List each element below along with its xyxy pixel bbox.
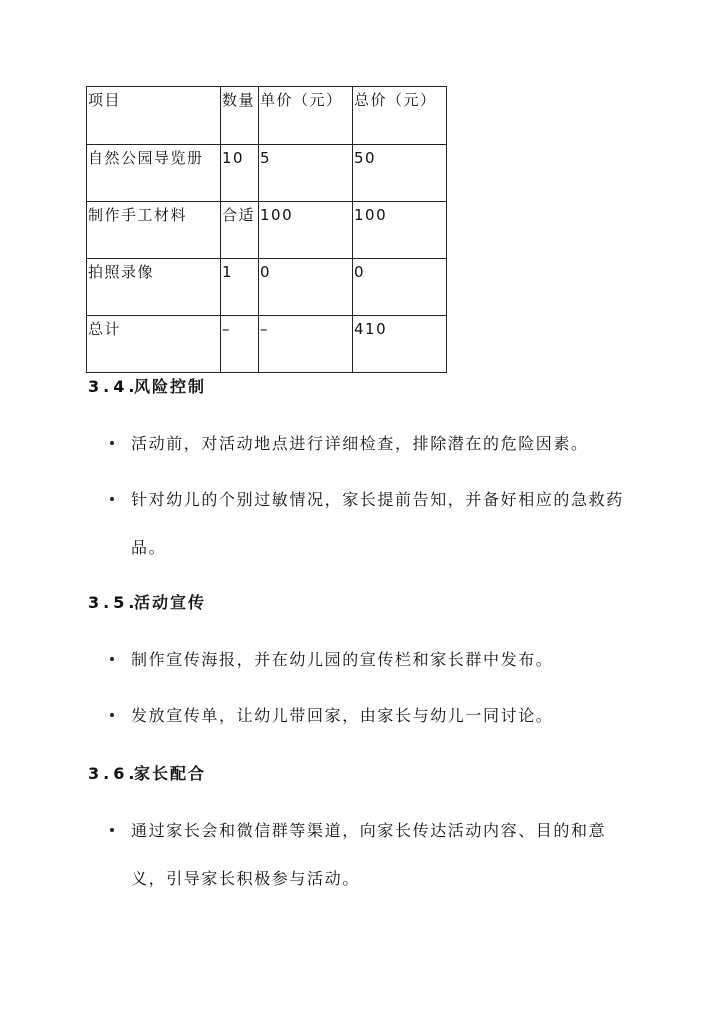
section-title: 风险控制 bbox=[134, 377, 207, 396]
table-row bbox=[87, 259, 447, 316]
list-item: 制作宣传海报，并在幼儿园的宣传栏和家长群中发布。 bbox=[110, 636, 630, 684]
header-cell-unit-price: 单价（元） bbox=[259, 87, 353, 145]
table-cell: 合适 bbox=[221, 202, 259, 259]
table-row bbox=[87, 145, 447, 202]
bullet-dot-icon bbox=[110, 497, 114, 501]
table-cell: 0 bbox=[353, 259, 447, 316]
table-cell: 总计 bbox=[87, 316, 221, 373]
bullet-dot-icon bbox=[110, 828, 114, 832]
table-cell: 10 bbox=[221, 145, 259, 202]
section-heading-risk-control bbox=[88, 374, 206, 397]
table-cell: – bbox=[259, 316, 353, 373]
list-item: 发放宣传单，让幼儿带回家，由家长与幼儿一同讨论。 bbox=[110, 692, 630, 740]
table-cell: 自然公园导览册 bbox=[87, 145, 221, 202]
section-heading-parent-cooperation bbox=[88, 761, 206, 784]
table-cell: 1 bbox=[221, 259, 259, 316]
table-cell: 410 bbox=[353, 316, 447, 373]
list-item: 活动前，对活动地点进行详细检查，排除潜在的危险因素。 bbox=[110, 420, 630, 468]
cost-table bbox=[86, 86, 447, 373]
table-cell: – bbox=[221, 316, 259, 373]
table-cell: 5 bbox=[259, 145, 353, 202]
table-cell: 50 bbox=[353, 145, 447, 202]
list-item: 通过家长会和微信群等渠道，向家长传达活动内容、目的和意义，引导家长积极参与活动。 bbox=[110, 807, 630, 903]
bullet-dot-icon bbox=[110, 657, 114, 661]
table-row-total bbox=[87, 316, 447, 373]
section-number: 3.5. bbox=[88, 593, 139, 612]
section-number: 3.6. bbox=[88, 764, 139, 783]
table-cell: 0 bbox=[259, 259, 353, 316]
section-title: 活动宣传 bbox=[134, 593, 207, 612]
section-heading-promotion bbox=[88, 590, 206, 613]
header-cell-quantity: 数量 bbox=[221, 87, 259, 145]
table-cell: 100 bbox=[353, 202, 447, 259]
section-title: 家长配合 bbox=[134, 764, 207, 783]
header-cell-item: 项目 bbox=[87, 87, 221, 145]
table-cell: 制作手工材料 bbox=[87, 202, 221, 259]
bullet-dot-icon bbox=[110, 713, 114, 717]
section-number: 3.4. bbox=[88, 377, 139, 396]
list-item: 针对幼儿的个别过敏情况，家长提前告知，并备好相应的急救药品。 bbox=[110, 476, 630, 572]
header-cell-total-price: 总价（元） bbox=[353, 87, 447, 145]
table-header-row bbox=[87, 87, 447, 145]
bullet-dot-icon bbox=[110, 441, 114, 445]
table-cell: 100 bbox=[259, 202, 353, 259]
table-cell: 拍照录像 bbox=[87, 259, 221, 316]
table-row bbox=[87, 202, 447, 259]
